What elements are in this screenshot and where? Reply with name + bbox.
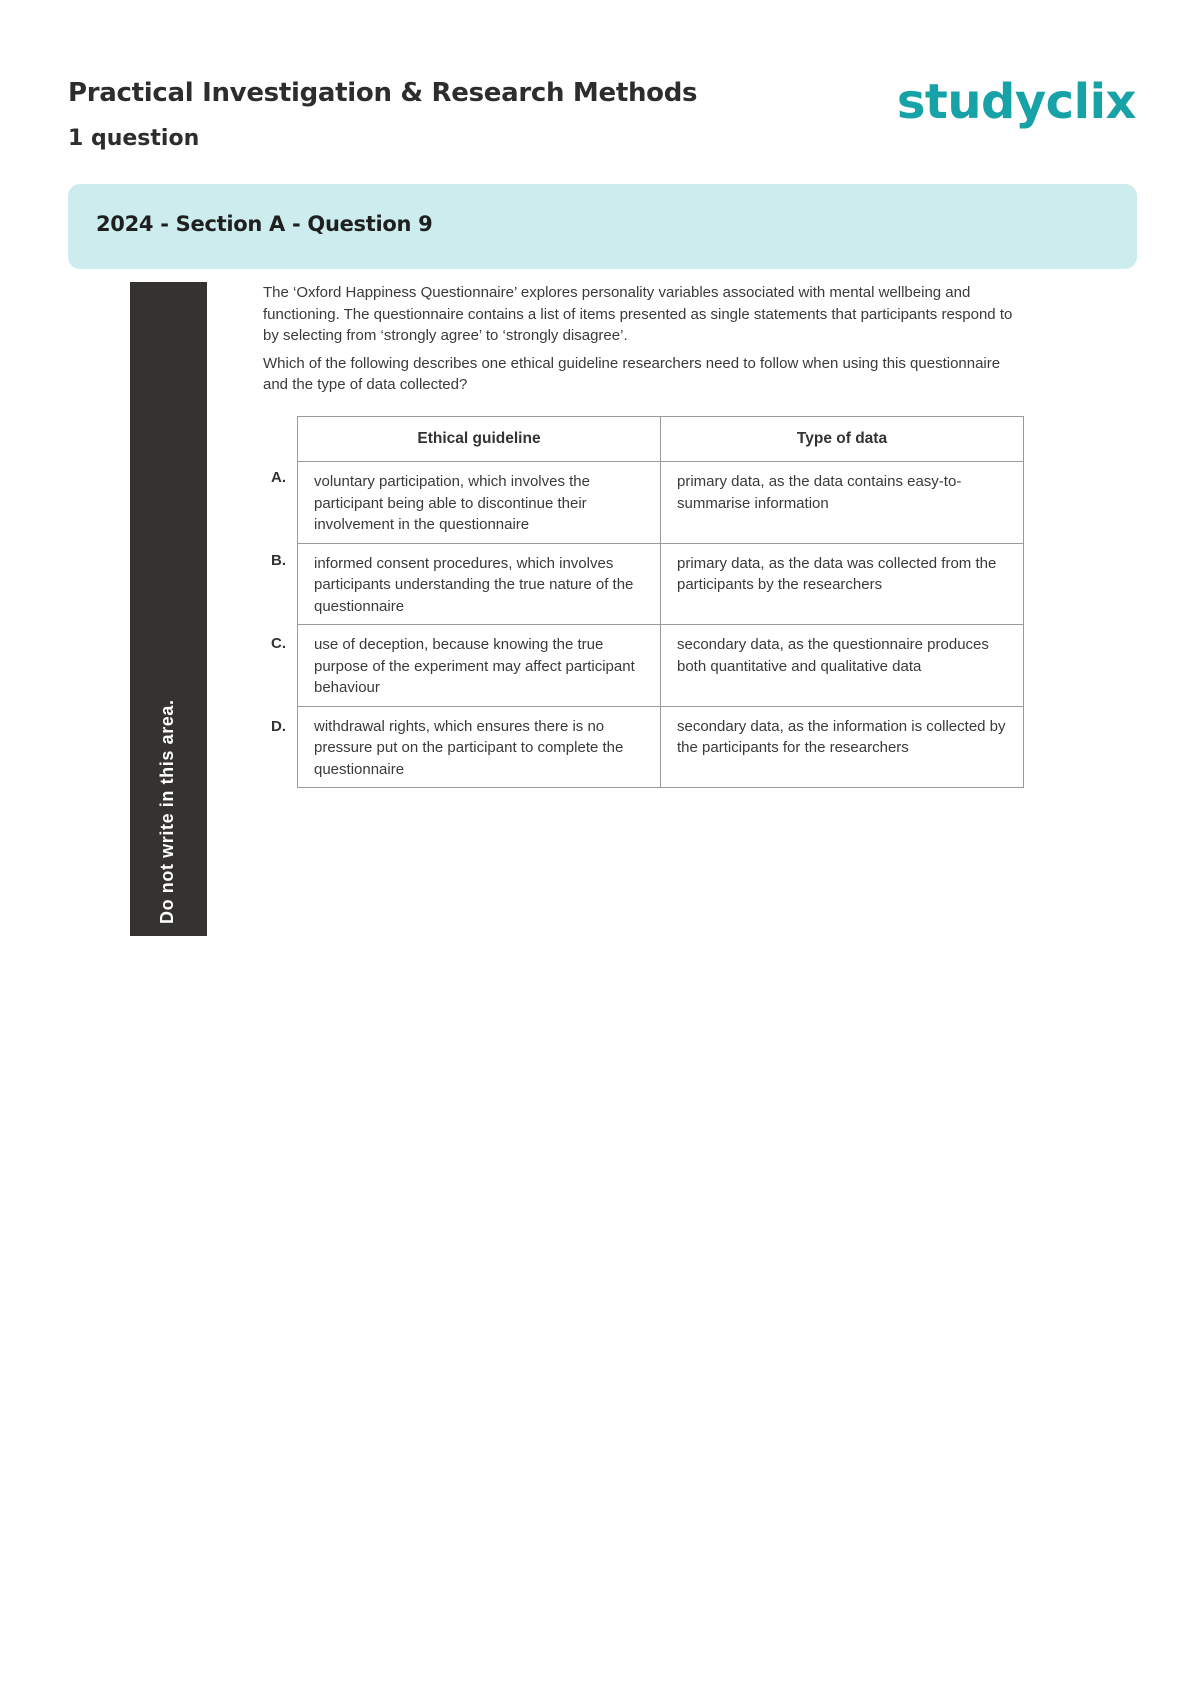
option-row-c[interactable] xyxy=(298,625,1024,707)
question-banner xyxy=(68,184,1137,269)
stem-paragraph: Which of the following describes one ethical guideline researchers need to follow when using this questionnaire and the type of data collected? xyxy=(263,354,1001,393)
question-stem xyxy=(263,282,1023,402)
option-row-a[interactable] xyxy=(298,462,1024,544)
margin-note: Do not write in this area. xyxy=(157,699,177,924)
option-row-b[interactable] xyxy=(298,543,1024,625)
guideline-cell: voluntary participation, which involves the participant being able to discontinue their involvement in the questionnaire xyxy=(298,462,661,544)
option-letter-b: B. xyxy=(271,552,286,569)
page-title: Practical Investigation & Research Methods xyxy=(68,78,698,108)
options-table-container xyxy=(263,416,1025,788)
data-type-cell: secondary data, as the information is collected by the participants for the researchers xyxy=(661,706,1024,788)
option-row-d[interactable] xyxy=(298,706,1024,788)
stem-paragraph: The ‘Oxford Happiness Questionnaire’ explores personality variables associated with mental wellbeing and functioning. The questionnaire contains a list of items presented as single statements that participants respond to by selecting from ‘strongly agree’ to ‘strongly disagree’. xyxy=(263,284,1013,344)
guideline-cell: informed consent procedures, which involves participants understanding the true nature of the questionnaire xyxy=(298,543,661,625)
question-banner-title: 2024 - Section A - Question 9 xyxy=(96,212,433,236)
data-type-cell: primary data, as the data contains easy-to-summarise information xyxy=(661,462,1024,544)
do-not-write-margin xyxy=(130,282,207,936)
option-letter-c: C. xyxy=(271,635,286,652)
guideline-cell: use of deception, because knowing the true purpose of the experiment may affect participant behaviour xyxy=(298,625,661,707)
question-count: 1 question xyxy=(68,126,200,151)
studyclix-logo: studyclix xyxy=(896,74,1136,130)
table-header-row xyxy=(298,417,1024,462)
option-letter-d: D. xyxy=(271,718,286,735)
options-table xyxy=(297,416,1024,788)
guideline-cell: withdrawal rights, which ensures there is no pressure put on the participant to complete the questionnaire xyxy=(298,706,661,788)
data-type-cell: primary data, as the data was collected from the participants by the researchers xyxy=(661,543,1024,625)
column-header-data-type: Type of data xyxy=(661,417,1024,462)
data-type-cell: secondary data, as the questionnaire produces both quantitative and qualitative data xyxy=(661,625,1024,707)
column-header-guideline: Ethical guideline xyxy=(298,417,661,462)
option-letter-a: A. xyxy=(271,469,286,486)
